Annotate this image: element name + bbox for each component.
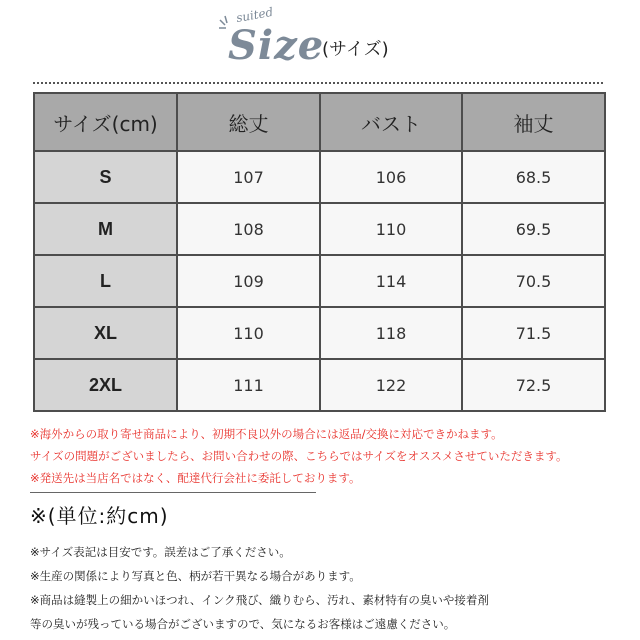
- warning-line: サイズの問題がございましたら、お問い合わせの際、こちらではサイズをオススメさせていただきます。: [30, 449, 568, 463]
- size-label: L: [34, 255, 177, 307]
- bust-cell: 122: [320, 359, 462, 411]
- unit-note: ※(単位:約cm): [30, 504, 169, 528]
- note-line: ※商品は縫製上の細かいほつれ、インク飛び、織りむら、汚れ、素材特有の臭いや接着剤: [30, 593, 489, 607]
- size-subtitle: (サイズ): [322, 39, 389, 60]
- header-length: 総丈: [177, 93, 320, 151]
- length-cell: 111: [177, 359, 320, 411]
- size-title: Size: [228, 22, 325, 69]
- table-row: [34, 255, 605, 307]
- warning-notes: [30, 423, 620, 489]
- table-header-row: [34, 93, 605, 151]
- size-label: S: [34, 151, 177, 203]
- size-header: [0, 0, 640, 80]
- sleeve-cell: 68.5: [462, 151, 605, 203]
- size-label: XL: [34, 307, 177, 359]
- warning-line: ※海外からの取り寄せ商品により、初期不良以外の場合には返品/交換に対応できかねます。: [30, 427, 503, 441]
- header-size: サイズ(cm): [34, 93, 177, 151]
- bust-cell: 110: [320, 203, 462, 255]
- sleeve-cell: 69.5: [462, 203, 605, 255]
- bust-cell: 106: [320, 151, 462, 203]
- size-table: [33, 92, 606, 412]
- table-row: [34, 359, 605, 411]
- sleeve-cell: 70.5: [462, 255, 605, 307]
- table-row: [34, 307, 605, 359]
- header-sleeve: 袖丈: [462, 93, 605, 151]
- dotted-divider: [33, 82, 603, 84]
- table-row: [34, 151, 605, 203]
- length-cell: 108: [177, 203, 320, 255]
- note-line: 等の臭いが残っている場合がございますので、気になるお客様はご遠慮ください。: [30, 617, 456, 631]
- bust-cell: 118: [320, 307, 462, 359]
- sleeve-cell: 71.5: [462, 307, 605, 359]
- warning-line: ※発送先は当店名ではなく、配達代行会社に委託しております。: [30, 471, 361, 485]
- script-word: suited: [235, 4, 275, 26]
- size-label: M: [34, 203, 177, 255]
- table-row: [34, 203, 605, 255]
- length-cell: 110: [177, 307, 320, 359]
- notes-divider: [30, 492, 316, 493]
- note-line: ※サイズ表記は目安です。誤差はご了承ください。: [30, 545, 291, 559]
- sleeve-cell: 72.5: [462, 359, 605, 411]
- header-bust: バスト: [320, 93, 462, 151]
- bust-cell: 114: [320, 255, 462, 307]
- note-line: ※生産の関係により写真と色、柄が若干異なる場合があります。: [30, 569, 361, 583]
- general-notes: [30, 540, 625, 636]
- length-cell: 109: [177, 255, 320, 307]
- length-cell: 107: [177, 151, 320, 203]
- size-label: 2XL: [34, 359, 177, 411]
